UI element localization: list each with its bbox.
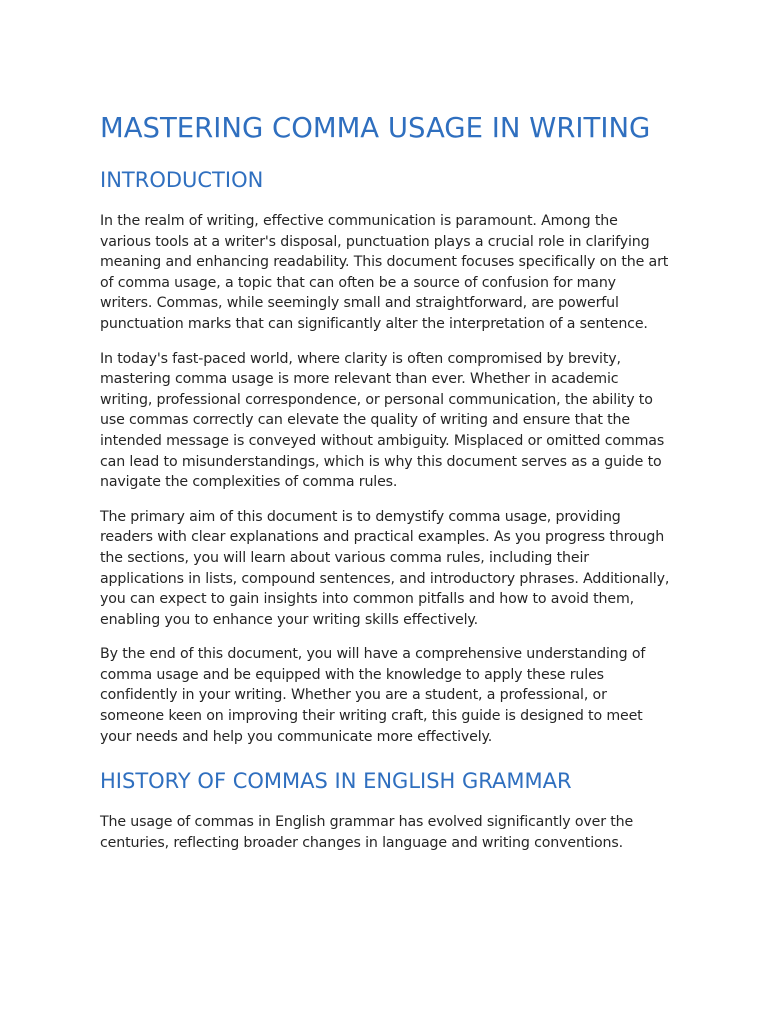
section-heading-introduction: INTRODUCTION xyxy=(100,168,264,192)
document-page xyxy=(100,108,672,867)
intro-paragraph-2: In today's fast-paced world, where clarity is often compromised by brevity, mastering comma usage is more relevant than ever. Whether in academic writing, professional correspondence, or personal communication, the ability to use commas correctly can elevate the quality of writing and ensure that the intended message is conveyed without ambiguity. Misplaced or omitted commas can lead to misunderstandings, which is why this document serves as a guide to navigate the complexities of comma rules. xyxy=(100,350,665,491)
document-title: MASTERING COMMA USAGE IN WRITING xyxy=(100,112,651,144)
intro-paragraph-3: The primary aim of this document is to demystify comma usage, providing readers with clear explanations and practical examples. As you progress through the sections, you will learn about various comma rules, including their applications in lists, compound sentences, and introductory phrases. Additionally, you can expect to gain insights into common pitfalls and how to avoid them, enabling you to enhance your writing skills effectively. xyxy=(100,508,670,628)
section-heading-history: HISTORY OF COMMAS IN ENGLISH GRAMMAR xyxy=(100,769,572,794)
history-paragraph-1: The usage of commas in English grammar has evolved significantly over the centuries, reflecting broader changes in language and writing conventions. xyxy=(100,814,634,851)
intro-paragraph-4: By the end of this document, you will have a comprehensive understanding of comma usage and be equipped with the knowledge to apply these rules confidently in your writing. Whether you are a student, a professional, or someone keen on improving their writing craft, this guide is designed to meet your needs and help you communicate more effectively. xyxy=(100,646,646,745)
intro-paragraph-1: In the realm of writing, effective communication is paramount. Among the various tools at a writer's disposal, punctuation plays a crucial role in clarifying meaning and enhancing readability. This document focuses specifically on the art of comma usage, a topic that can often be a source of confusion for many writers. Commas, while seemingly small and straightforward, are powerful punctuation marks that can significantly alter the interpretation of a sentence. xyxy=(100,213,669,332)
